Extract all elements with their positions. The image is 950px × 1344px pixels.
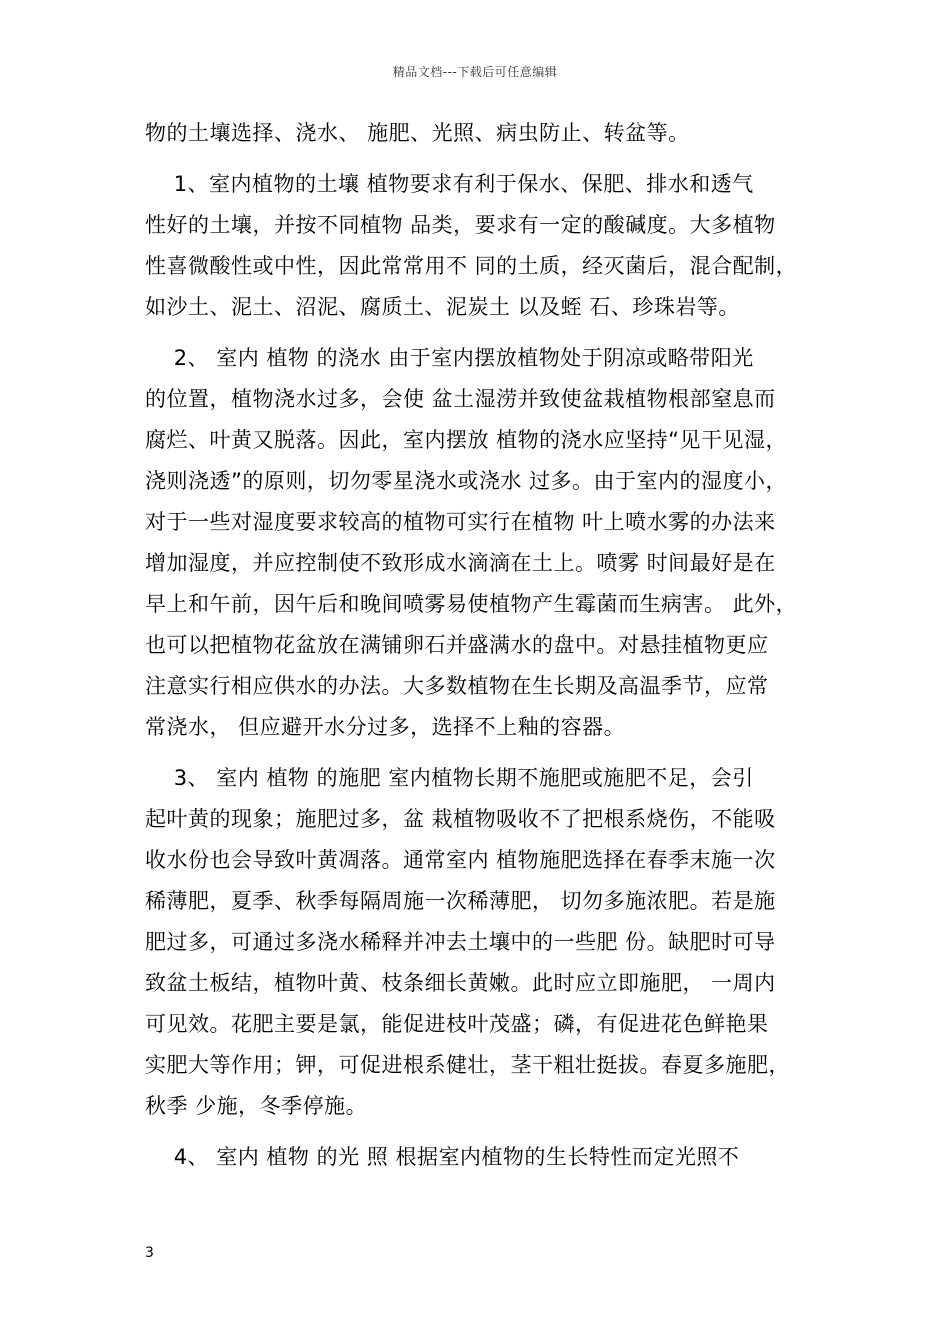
text-line: 如沙土、泥土、沼泥、腐质土、泥炭土 以及蛭 石、珍珠岩等。 (145, 295, 740, 319)
text-line: 肥过多，可通过多浇水稀释并冲去土壤中的一些肥 份。缺肥时可导 (145, 930, 776, 954)
text-line: 注意实行相应供水的办法。大多数植物在生长期及高温季节，应常 (145, 674, 769, 698)
paragraph-watering (145, 343, 810, 753)
text-line: 致盆土板结，植物叶黄、枝条细长黄嫩。此时应立即施肥， 一周内 (145, 971, 776, 995)
text-line: 4、 室内 植物 的光 照 根据室内植物的生长特性而定光照不 (145, 1145, 740, 1169)
paragraph (145, 118, 810, 159)
text-line: 早上和午前，因午后和晚间喷雾易使植物产生霉菌而生病害。 此外， (145, 592, 798, 616)
page-number: 3 (145, 1245, 154, 1261)
text-line: 的位置，植物浇水过多，会使 盆土湿涝并致使盆栽植物根部窒息而 (145, 387, 776, 411)
text-line: 常浇水， 但应避开水分过多，选择不上釉的容器。 (145, 715, 626, 739)
text-line: 对于一些对湿度要求较高的植物可实行在植物 叶上喷水雾的办法来 (145, 510, 776, 534)
text-line: 1、室内植物的土壤 植物要求有利于保水、保肥、排水和透气 (145, 172, 754, 196)
paragraph-soil (145, 169, 810, 333)
text-line: 也可以把植物花盆放在满铺卵石并盛满水的盘中。对悬挂植物更应 (145, 633, 769, 657)
text-line: 性好的土壤，并按不同植物 品类，要求有一定的酸碱度。大多植物 (145, 213, 776, 237)
text-line: 3、 室内 植物 的施肥 室内植物长期不施肥或施肥不足，会引 (145, 766, 754, 790)
paragraph-light (145, 1142, 810, 1183)
text-line: 实肥大等作用；钾，可促进根系健壮，茎干粗壮挺拔。春夏多施肥， (145, 1053, 790, 1077)
text-line: 性喜微酸性或中性，因此常常用不 同的土质，经灭菌后，混合配制， (145, 254, 798, 278)
text-line: 收水份也会导致叶黄凋落。通常室内 植物施肥选择在春季末施一次 (145, 848, 776, 872)
text-line: 浇则浇透”的原则，切勿零星浇水或浇水 过多。由于室内的湿度小， (145, 469, 788, 493)
document-body (145, 118, 810, 1183)
text-line: 稀薄肥，夏季、秋季每隔周施一次稀薄肥， 切勿多施浓肥。若是施 (145, 889, 776, 913)
text-line: 可见效。花肥主要是氯，能促进枝叶茂盛；磷，有促进花色鲜艳果 (145, 1012, 769, 1036)
text-line: 起叶黄的现象；施肥过多，盆 栽植物吸收不了把根系烧伤，不能吸 (145, 807, 776, 831)
text-line: 秋季 少施，冬季停施。 (145, 1094, 368, 1118)
text-line: 增加湿度，并应控制使不致形成水滴滴在土上。喷雾 时间最好是在 (145, 551, 776, 575)
text-line: 物的土壤选择、浇水、 施肥、光照、病虫防止、转盆等。 (145, 121, 690, 145)
paragraph-fertilizing (145, 763, 810, 1132)
text-line: 2、 室内 植物 的浇水 由于室内摆放植物处于阴凉或略带阳光 (145, 346, 754, 370)
text-line: 腐烂、叶黄又脱落。因此，室内摆放 植物的浇水应坚持“见干见湿， (145, 428, 788, 452)
page-header: 精品文档---下载后可任意编辑 (392, 65, 558, 79)
